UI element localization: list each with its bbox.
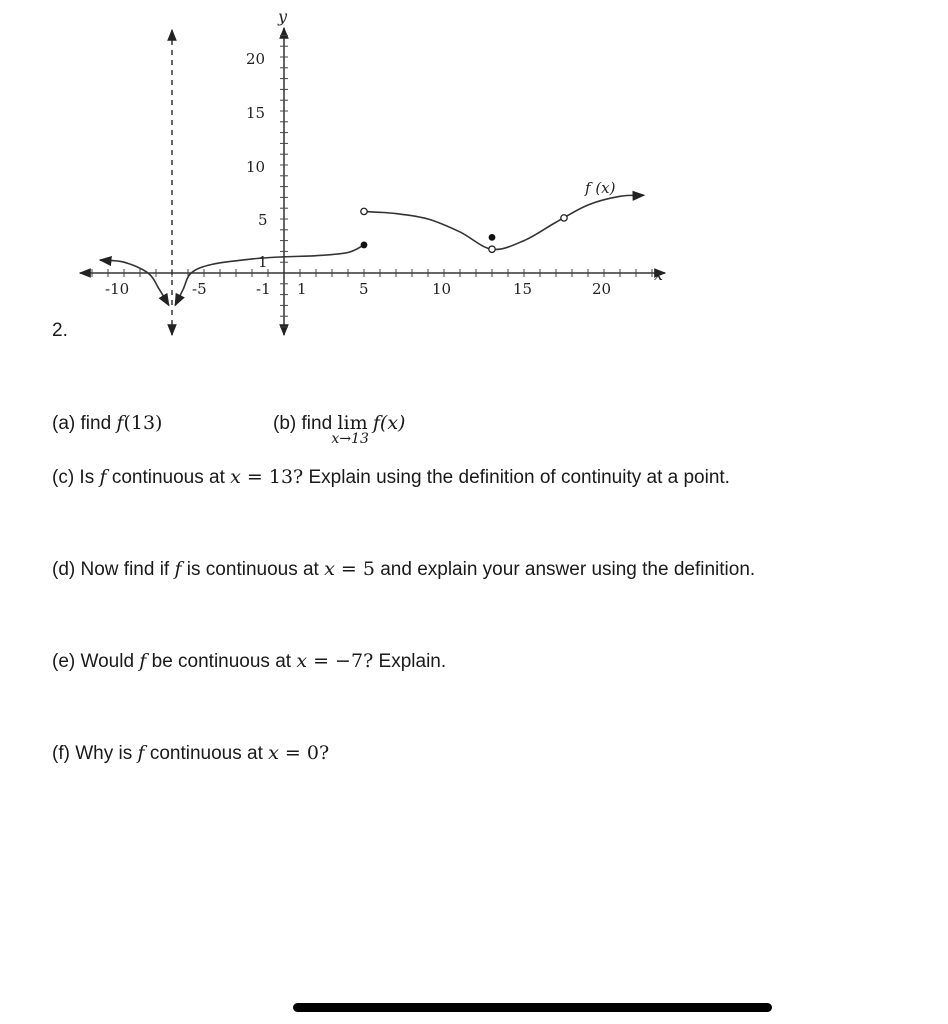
question-e-post: Explain.	[373, 651, 447, 672]
question-c-f: f	[99, 466, 107, 488]
closed-point	[361, 242, 368, 249]
question-e-f: f	[139, 650, 147, 672]
curve-points	[361, 208, 568, 252]
x-tick-label: -1	[256, 280, 271, 298]
y-axis-label: y	[278, 7, 288, 26]
question-d-post: and explain your answer using the definition.	[374, 559, 756, 580]
question-e	[52, 650, 446, 673]
open-point	[561, 215, 567, 221]
x-tick-label: 15	[513, 280, 533, 298]
question-e-x: x	[296, 650, 308, 672]
question-c-x: x	[230, 466, 241, 488]
question-f-eq: = 0?	[278, 742, 330, 764]
function-label: f (x)	[585, 179, 616, 197]
question-e-eq: = −7?	[307, 650, 374, 672]
y-tick-label: 20	[246, 50, 266, 68]
closed-point	[489, 234, 496, 241]
question-b-lim-subscript: x→13	[331, 431, 369, 447]
curve-right-branch	[364, 195, 644, 249]
open-point	[361, 208, 367, 214]
question-b-label: (b) find	[273, 413, 338, 434]
x-tick-label: 20	[592, 280, 612, 298]
question-f-mid: continuous at	[144, 743, 269, 764]
question-c-eq: = 13?	[240, 466, 304, 488]
y-tick-label: 10	[246, 158, 266, 176]
question-f-f: f	[137, 742, 145, 764]
question-d-pre: (d) Now find if	[52, 559, 175, 580]
question-f	[52, 742, 329, 765]
question-e-mid: be continuous at	[146, 651, 297, 672]
question-d	[52, 558, 755, 581]
question-a-f: f	[116, 412, 124, 434]
question-f-x: x	[268, 742, 279, 764]
question-c-pre: (c) Is	[52, 467, 100, 488]
question-b-expr: f(x)	[372, 412, 406, 434]
question-f-pre: (f) Why is	[52, 743, 138, 764]
y-tick-label: 1	[258, 253, 268, 271]
x-tick-label: -5	[192, 280, 207, 298]
y-tick-label: 5	[258, 211, 268, 229]
question-c-mid: continuous at	[106, 467, 231, 488]
x-axis-label: x	[654, 265, 664, 284]
question-e-pre: (e) Would	[52, 651, 140, 672]
question-a-arg: (13)	[123, 412, 163, 434]
question-d-mid: is continuous at	[181, 559, 325, 580]
function-graph	[0, 0, 948, 400]
home-indicator[interactable]	[293, 1003, 772, 1012]
question-a	[52, 412, 162, 435]
question-d-f: f	[174, 558, 182, 580]
question-c-post: Explain using the definition of continuity at a point.	[303, 467, 730, 488]
x-tick-label: -10	[105, 280, 130, 298]
open-point	[489, 246, 495, 252]
question-d-eq: = 5	[334, 558, 375, 580]
question-a-label: (a) find	[52, 413, 117, 434]
y-tick-label: 15	[246, 104, 266, 122]
x-tick-label: 10	[432, 280, 452, 298]
question-b-lim: lim	[337, 412, 368, 434]
question-b	[273, 412, 406, 447]
x-tick-label: 5	[359, 280, 369, 298]
problem-number: 2.	[52, 320, 68, 341]
x-tick-label: 1	[297, 280, 307, 298]
question-d-x: x	[324, 558, 335, 580]
question-c	[52, 466, 730, 489]
